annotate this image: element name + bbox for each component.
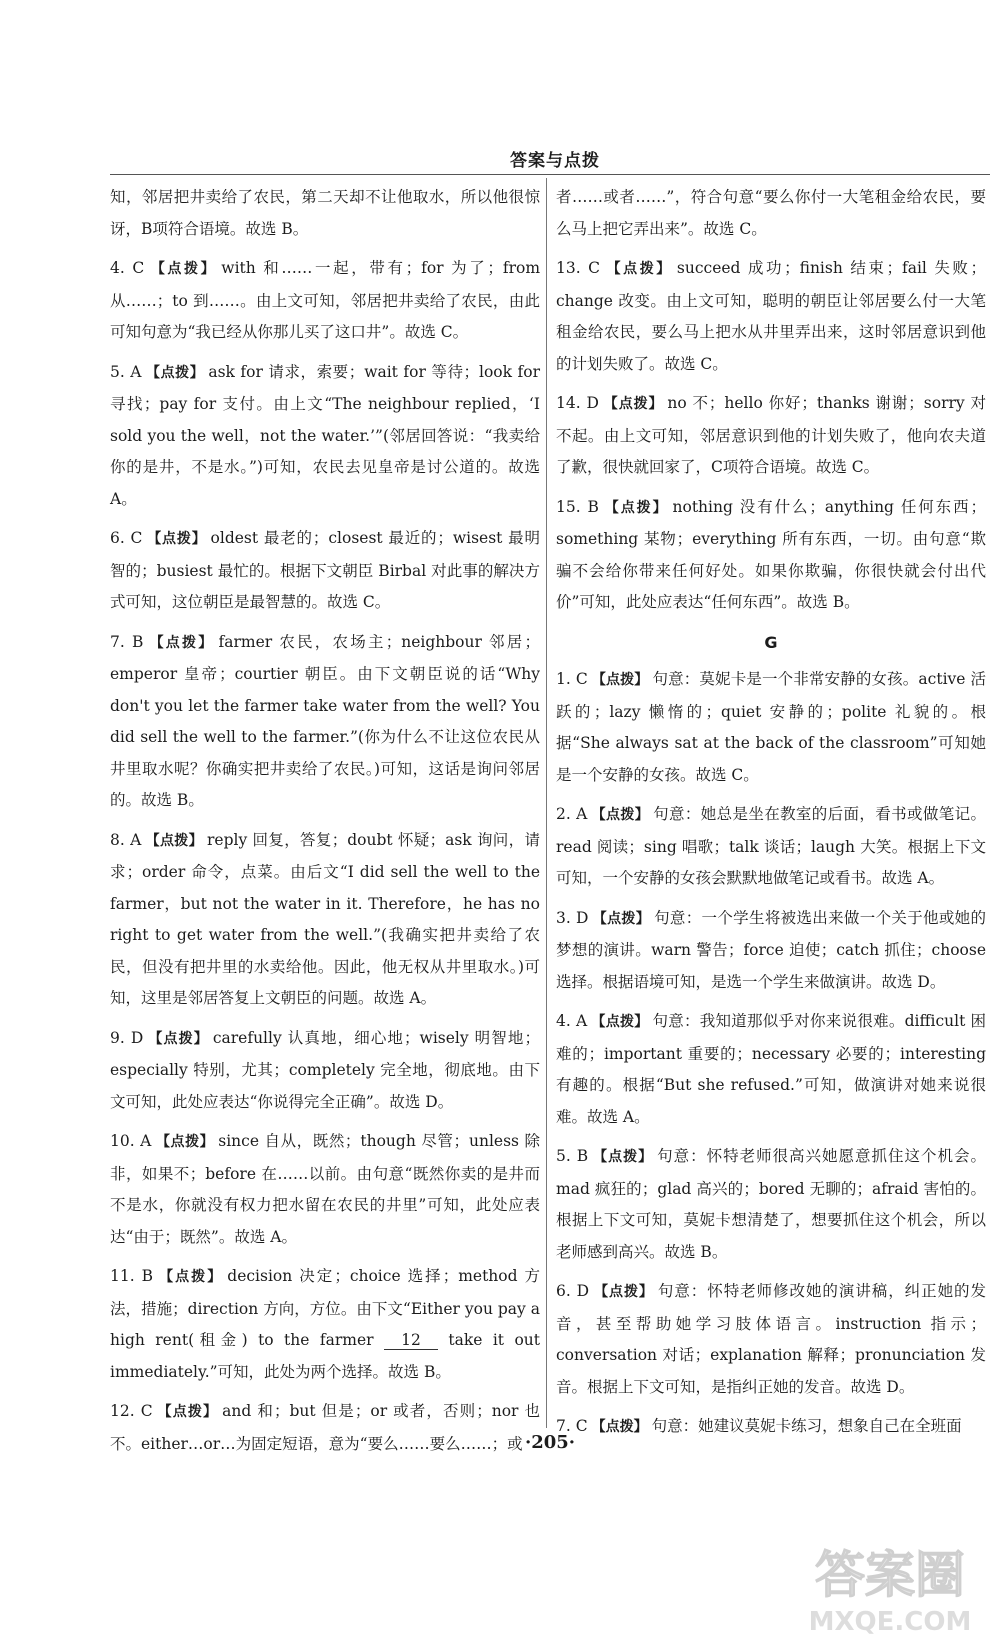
answer-item-7 <box>110 627 540 817</box>
answer-text: reply 回复，答复；doubt 怀疑；ask 询问，请求；order 命令，点菜。由后文“I did sell the well to the farmer，but not the water in it. Therefore，he has no right to get water from the well.”(我确实把井卖给了农民，但没有把井里的水卖给他。因此，他无权从井里取水。)可知，这里是邻居答复上文朝臣的问题。故选 A。 <box>110 830 541 1007</box>
g-answer-item-4 <box>556 1006 986 1133</box>
answer-item-9 <box>110 1023 540 1119</box>
page-header-title: 答案与点拨 <box>510 151 600 171</box>
hint-tag: 【点拨】 <box>157 1269 224 1285</box>
answer-text-cont: take it out immediately.”可知，此处为两个选择。故选 B。 <box>110 1331 541 1381</box>
hint-tag: 【点拨】 <box>602 396 664 412</box>
hint-tag: 【点拨】 <box>145 364 205 381</box>
hint-tag: 【点拨】 <box>591 672 649 688</box>
answer-number: 5. A <box>110 362 142 381</box>
section-heading-g: G <box>764 632 778 652</box>
answer-number: 2. A <box>556 805 588 823</box>
answer-number: 12. C <box>110 1402 153 1420</box>
answer-item-11 <box>110 1261 540 1388</box>
hint-tag: 【点拨】 <box>604 261 673 277</box>
answer-number: 4. A <box>556 1012 588 1030</box>
g-answer-item-2 <box>556 799 986 895</box>
right-intro-text: 者……或者……”，符合句意“要么你付一大笔租金给农民，要么马上把它弄出来”。故选 C。 <box>556 188 986 238</box>
answer-item-13 <box>556 253 986 380</box>
page-number: ·205· <box>524 1432 576 1453</box>
answer-text: decision 决定；choice 选择；method 方法，措施；direction 方向，方位。由下文“Either you pay a high rent(租金) to the farmer <box>110 1267 541 1349</box>
hint-tag: 【点拨】 <box>591 1419 648 1435</box>
answer-text: oldest 最老的；closest 最近的；wisest 最明智的；busiest 最忙的。根据下文朝臣 Birbal 对此事的解决方式可知，这位朝臣是最智慧的。故选 C。 <box>110 529 540 611</box>
left-intro-text: 知，邻居把井卖给了农民，第二天却不让他取水，所以他很惊讶，B项符合语境。故选 B。 <box>110 188 540 238</box>
answer-item-14 <box>556 388 986 484</box>
answer-number: 1. C <box>556 670 588 688</box>
hint-tag: 【点拨】 <box>147 1030 209 1047</box>
blank-12: 12 <box>384 1331 438 1350</box>
answer-item-6 <box>110 523 540 619</box>
g-answer-item-5 <box>556 1141 986 1268</box>
hint-tag: 【点拨】 <box>602 499 669 516</box>
answer-text: 句意：怀特老师很高兴她愿意抓住这个机会。mad 疯狂的；glad 高兴的；bored 无聊的；afraid 害怕的。根据上下文可知，莫妮卡想清楚了，想要抓住这个机会，所以老师感到高兴。故选 B。 <box>556 1147 987 1261</box>
answer-number: 8. A <box>110 830 142 849</box>
right-column <box>556 182 987 1435</box>
answer-item-15 <box>556 492 986 619</box>
hint-tag: 【点拨】 <box>145 832 204 849</box>
answer-number: 6. D <box>556 1282 590 1300</box>
answer-text: nothing 没有什么；anything 任何东西；something 某物；everything 所有东西，一切。由句意“欺骗不会给你带来任何好处。如果你欺骗，你很快就会付出代价”可知，此处应表达“任何东西”。故选 B。 <box>556 497 987 611</box>
answer-text: no 不；hello 你好；thanks 谢谢；sorry 对不起。由上文可知，邻居意识到他的计划失败了，他向农夫道了歉，很快就回家了，C项符合语境。故选 C。 <box>556 394 986 476</box>
answer-number: 14. D <box>556 394 599 412</box>
answer-text: ask for 请求，索要；wait for 等待；look for 寻找；pay for 支付。由上文“The neighbour replied，‘I sold you the well，not the water.’”(邻居回答说：“我卖给你的是井，不是水。”)可知，农民去见皇帝是讨公道的。故选 A。 <box>110 362 540 508</box>
answer-text: succeed 成功；finish 结束；fail 失败；change 改变。由上文可知，聪明的朝臣让邻居要么付一大笔租金给农民，要么马上把水从井里弄出来，这时邻居意识到他的计划失败了。故选 C。 <box>556 259 987 373</box>
answer-text: carefully 认真地，细心地；wisely 明智地；especially 特别，尤其；completely 完全地，彻底地。由下文可知，此处应表达“你说得完全正确”。故选 D。 <box>110 1028 540 1111</box>
answer-text: 句意：一个学生将被选出来做一个关于他或她的梦想的演讲。warn 警告；force 迫使；catch 抓住；choose 选择。根据语境可知，是选一个学生来做演讲。故选 D。 <box>556 908 986 991</box>
answer-number: 6. C <box>110 529 143 547</box>
answer-number: 4. C <box>110 259 145 277</box>
answer-number: 15. B <box>556 497 599 516</box>
answer-number: 13. C <box>556 259 601 277</box>
column-divider <box>546 178 547 1428</box>
watermark-logo <box>790 1532 990 1642</box>
answer-number: 9. D <box>110 1028 144 1047</box>
left-column <box>110 182 541 1453</box>
hint-tag: 【点拨】 <box>156 1404 219 1420</box>
g-answer-item-3 <box>556 903 986 999</box>
answer-text: 句意：怀特老师修改她的演讲稿，纠正她的发音，甚至帮助她学习肢体语言。instruction 指示；conversation 对话；explanation 解释；pronunciation 发音。根据上下文可知，是指纠正她的发音。故选 D。 <box>556 1282 986 1396</box>
answer-text: 句意：她建议莫妮卡练习，想象自己在全班面 <box>651 1417 962 1435</box>
hint-tag: 【点拨】 <box>591 1014 649 1030</box>
hint-tag: 【点拨】 <box>155 1134 215 1150</box>
hint-tag: 【点拨】 <box>146 531 207 547</box>
answer-number: 10. A <box>110 1132 152 1150</box>
answer-text: 句意：我知道那似乎对你来说很难。difficult 困难的；important 重要的；necessary 必要的；interesting 有趣的。根据“But she refused.”可知，做演讲对她来说很难。故选 A。 <box>556 1012 986 1126</box>
watermark-logo-text: 答案圈 <box>815 1546 965 1604</box>
g-answer-item-6 <box>556 1276 986 1403</box>
answer-item-10 <box>110 1126 540 1253</box>
answer-number: 7. C <box>556 1417 588 1435</box>
hint-tag: 【点拨】 <box>148 261 218 277</box>
answer-item-5 <box>110 357 540 516</box>
header-divider <box>110 174 990 175</box>
answer-number: 7. B <box>110 632 144 651</box>
hint-tag: 【点拨】 <box>592 910 651 927</box>
answer-text: 句意：莫妮卡是一个非常安静的女孩。active 活跃的；lazy 懒惰的；quiet 安静的；polite 礼貌的。根据“She always sat at the back of the classroom”可知她是一个安静的女孩。故选 C。 <box>556 670 987 784</box>
answer-text: and 和；but 但是；or 或者，否则；nor 也不。either…or…为固定短语，意为“要么……要么……；或 <box>110 1402 541 1453</box>
answer-number: 11. B <box>110 1267 154 1285</box>
hint-tag: 【点拨】 <box>591 807 650 823</box>
answer-item-4 <box>110 253 540 349</box>
answer-item-8 <box>110 825 540 1015</box>
answer-text: farmer 农民，农场主；neighbour 邻居；emperor 皇帝；courtier 朝臣。由下文朝臣说的话“Why don't you let the farmer take water from the well? You did sell the well to the farmer.”(你为什么不让这位农民从井里取水呢？你确实把井卖给了农民。)可知，这话是询问邻居的。故选 B。 <box>110 632 541 809</box>
watermark-domain-text: MXQE.COM <box>808 1607 972 1637</box>
g-answer-item-1 <box>556 664 986 791</box>
hint-tag: 【点拨】 <box>593 1284 654 1300</box>
answer-text: since 自从，既然；though 尽管；unless 除非，如果不；before 在……以前。由句意“既然你卖的是井而不是水，你就没有权力把水留在农民的井里”可知，此处应表达“由于；既然”。故选 A。 <box>110 1132 540 1246</box>
answer-number: 5. B <box>556 1147 589 1165</box>
answer-text: with 和……一起，带有；for 为了；from 从……；to 到……。由上文可知，邻居把井卖给了农民，由此可知句意为“我已经从你那儿买了这口井”。故选 C。 <box>110 259 541 341</box>
answer-text: 句意：她总是坐在教室的后面，看书或做笔记。read 阅读；sing 唱歌；talk 谈话；laugh 大笑。根据上下文可知，一个安静的女孩会默默地做笔记或看书。故选 A。 <box>556 805 986 887</box>
hint-tag: 【点拨】 <box>147 634 215 651</box>
hint-tag: 【点拨】 <box>592 1149 654 1165</box>
answer-number: 3. D <box>556 908 589 927</box>
